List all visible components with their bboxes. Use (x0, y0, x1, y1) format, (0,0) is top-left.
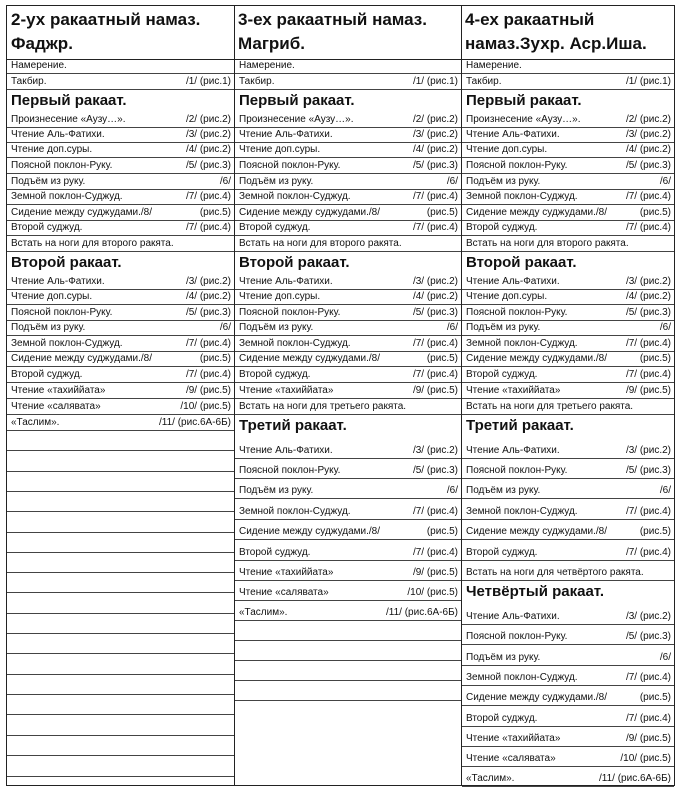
step-label: Сидение между суджудами./8/ (11, 353, 153, 364)
step-row (7, 290, 234, 305)
step-reference: /7/ (рис.4) (185, 191, 231, 202)
section-title: Третий ракаат. (239, 417, 347, 434)
section-title: Второй ракаат. (11, 254, 122, 271)
empty-row (7, 695, 234, 715)
step-row (462, 459, 674, 479)
step-row (7, 336, 234, 352)
step-row (7, 205, 234, 221)
step-label: Второй суджуд. (239, 222, 311, 233)
step-row (462, 305, 674, 321)
section-heading (235, 415, 461, 437)
step-label: Чтение Аль-Фатихи. (239, 129, 333, 140)
step-row (235, 221, 461, 236)
step-reference: /6/ (446, 322, 458, 333)
column-title: 3-ех ракаатный намаз. Магриб. (235, 6, 461, 60)
step-row (7, 74, 234, 90)
section-heading (7, 90, 234, 112)
step-row (462, 520, 674, 540)
step-row (462, 499, 674, 520)
empty-row (7, 675, 234, 695)
step-label: Чтение «тахиййата» (239, 567, 334, 578)
step-label: Чтение «тахиййата» (466, 733, 561, 744)
step-reference: /10/ (рис.5) (180, 401, 231, 412)
step-row (235, 459, 461, 479)
empty-row (235, 641, 461, 661)
step-reference: /5/ (рис.3) (625, 631, 671, 642)
step-label: Поясной поклон-Руку. (466, 160, 568, 171)
step-label: Сидение между суджудами./8/ (11, 207, 153, 218)
step-label: Намерение. (466, 60, 522, 71)
step-row (235, 581, 461, 601)
step-row (235, 236, 461, 252)
step-reference: /7/ (рис.4) (625, 713, 671, 724)
step-reference: (рис.5) (639, 207, 671, 218)
step-row (7, 221, 234, 236)
step-label: Чтение Аль-Фатихи. (239, 445, 333, 456)
step-row (462, 290, 674, 305)
step-reference: /7/ (рис.4) (412, 222, 458, 233)
step-label: Сидение между суджудами./8/ (466, 692, 608, 703)
step-row (462, 399, 674, 415)
step-label: Произнесение «Аузу…». (11, 114, 126, 125)
step-row (235, 290, 461, 305)
step-reference: /7/ (рис.4) (412, 369, 458, 380)
step-reference: /9/ (рис.5) (625, 385, 671, 396)
column-rows (462, 60, 674, 787)
step-label: Земной поклон-Суджуд. (466, 506, 578, 517)
step-row (235, 367, 461, 383)
step-row (235, 60, 461, 74)
step-reference: /2/ (рис.2) (412, 114, 458, 125)
step-label: Земной поклон-Суджуд. (466, 338, 578, 349)
step-reference: (рис.5) (199, 353, 231, 364)
step-row (7, 128, 234, 143)
step-label: Подъём из руку. (239, 485, 314, 496)
step-row (235, 158, 461, 174)
step-row (235, 321, 461, 336)
step-label: Встать на ноги для второго ракята. (239, 238, 402, 249)
step-reference: /3/ (рис.2) (412, 129, 458, 140)
step-reference: /3/ (рис.2) (625, 129, 671, 140)
step-label: Подъём из руку. (466, 176, 541, 187)
step-label: Подъём из руку. (11, 322, 86, 333)
section-title: Второй ракаат. (466, 254, 577, 271)
step-reference: /7/ (рис.4) (625, 672, 671, 683)
step-label: Земной поклон-Суджуд. (11, 338, 123, 349)
step-reference: /7/ (рис.4) (625, 191, 671, 202)
step-label: Чтение Аль-Фатихи. (11, 276, 105, 287)
step-row (462, 479, 674, 499)
step-row (235, 540, 461, 561)
step-row (235, 336, 461, 352)
step-label: Намерение. (11, 60, 67, 71)
section-title: Третий ракаат. (466, 417, 574, 434)
step-reference: /3/ (рис.2) (185, 276, 231, 287)
step-label: Второй суджуд. (466, 547, 538, 558)
step-row (462, 540, 674, 561)
step-label: Сидение между суджудами./8/ (239, 526, 381, 537)
step-label: Встать на ноги для второго ракята. (466, 238, 629, 249)
step-reference: /4/ (рис.2) (625, 291, 671, 302)
step-row (462, 706, 674, 727)
step-row (235, 352, 461, 367)
step-reference: /2/ (рис.2) (625, 114, 671, 125)
step-row (7, 60, 234, 74)
step-label: Подъём из руку. (11, 176, 86, 187)
empty-row (7, 512, 234, 533)
step-label: Чтение «салявата» (239, 587, 329, 598)
step-label: Чтение доп.суры. (466, 291, 548, 302)
step-label: «Таслим». (466, 773, 515, 784)
column-rows (235, 60, 461, 701)
empty-row (7, 573, 234, 593)
step-label: Поясной поклон-Руку. (466, 307, 568, 318)
step-row (462, 383, 674, 399)
step-reference: /6/ (659, 322, 671, 333)
step-label: Чтение Аль-Фатихи. (11, 129, 105, 140)
step-label: Сидение между суджудами./8/ (466, 526, 608, 537)
step-reference: /7/ (рис.4) (412, 506, 458, 517)
step-reference: (рис.5) (426, 353, 458, 364)
step-row (7, 143, 234, 158)
step-label: Чтение Аль-Фатихи. (466, 445, 560, 456)
step-row (462, 645, 674, 666)
empty-row (7, 654, 234, 675)
step-label: Земной поклон-Суджуд. (239, 338, 351, 349)
step-reference: /1/ (рис.1) (412, 76, 458, 87)
step-label: Встать на ноги для третьего ракята. (239, 401, 407, 412)
step-label: Земной поклон-Суджуд. (466, 672, 578, 683)
step-reference: /11/ (рис.6А-6Б) (599, 773, 671, 784)
step-reference: (рис.5) (426, 526, 458, 537)
step-label: Чтение доп.суры. (466, 144, 548, 155)
step-row (7, 367, 234, 383)
empty-row (7, 553, 234, 573)
step-reference: (рис.5) (639, 692, 671, 703)
step-reference: /4/ (рис.2) (412, 291, 458, 302)
empty-row (235, 661, 461, 681)
step-row (462, 747, 674, 767)
step-reference: /5/ (рис.3) (185, 160, 231, 171)
step-reference: /6/ (659, 176, 671, 187)
step-reference: /5/ (рис.3) (625, 307, 671, 318)
step-reference: /7/ (рис.4) (412, 338, 458, 349)
step-label: Чтение «тахиййата» (466, 385, 561, 396)
step-row (235, 112, 461, 128)
step-row (462, 274, 674, 290)
step-reference: /6/ (446, 176, 458, 187)
step-label: Поясной поклон-Руку. (11, 160, 113, 171)
step-label: Поясной поклон-Руку. (239, 465, 341, 476)
step-label: Чтение доп.суры. (239, 291, 321, 302)
step-row (7, 112, 234, 128)
step-row (462, 60, 674, 74)
step-label: Второй суджуд. (11, 369, 83, 380)
step-reference: /9/ (рис.5) (412, 385, 458, 396)
step-reference: /4/ (рис.2) (185, 144, 231, 155)
step-label: Подъём из руку. (239, 322, 314, 333)
step-label: Встать на ноги для третьего ракята. (466, 401, 634, 412)
step-reference: /6/ (659, 652, 671, 663)
step-row (235, 520, 461, 540)
step-row (462, 236, 674, 252)
step-reference: /7/ (рис.4) (185, 338, 231, 349)
step-row (7, 321, 234, 336)
step-label: Поясной поклон-Руку. (239, 160, 341, 171)
empty-row (7, 756, 234, 777)
step-reference: /3/ (рис.2) (185, 129, 231, 140)
empty-row (7, 736, 234, 756)
step-reference: /5/ (рис.3) (412, 465, 458, 476)
step-row (235, 174, 461, 190)
step-reference: /6/ (446, 485, 458, 496)
step-label: Намерение. (239, 60, 295, 71)
empty-row (7, 472, 234, 492)
step-label: Чтение доп.суры. (239, 144, 321, 155)
step-label: Чтение доп.суры. (11, 144, 93, 155)
step-row (7, 305, 234, 321)
step-label: Встать на ноги для четвёртого ракята. (466, 567, 644, 578)
step-row (462, 367, 674, 383)
step-label: Чтение Аль-Фатихи. (239, 276, 333, 287)
step-label: Земной поклон-Суджуд. (239, 191, 351, 202)
step-reference: /2/ (рис.2) (185, 114, 231, 125)
empty-row (7, 593, 234, 614)
step-label: Сидение между суджудами./8/ (239, 207, 381, 218)
empty-row (7, 614, 234, 634)
step-row (462, 190, 674, 205)
column-fajr (7, 6, 234, 785)
step-row (235, 128, 461, 143)
step-row (235, 561, 461, 581)
step-row (462, 174, 674, 190)
step-row (235, 205, 461, 221)
step-row (462, 625, 674, 645)
step-reference: /5/ (рис.3) (625, 465, 671, 476)
step-reference: /3/ (рис.2) (412, 445, 458, 456)
step-reference: /4/ (рис.2) (412, 144, 458, 155)
step-reference: /9/ (рис.5) (185, 385, 231, 396)
step-reference: /11/ (рис.6А-6Б) (159, 417, 231, 428)
step-reference: /9/ (рис.5) (625, 733, 671, 744)
step-reference: /6/ (219, 176, 231, 187)
step-row (462, 336, 674, 352)
step-label: Чтение «салявата» (11, 401, 101, 412)
empty-row (7, 715, 234, 736)
section-heading (462, 90, 674, 112)
step-row (235, 74, 461, 90)
column-maghrib (234, 6, 461, 785)
step-label: Произнесение «Аузу…». (239, 114, 354, 125)
step-reference: /10/ (рис.5) (620, 753, 671, 764)
step-label: Второй суджуд. (466, 713, 538, 724)
step-row (462, 686, 674, 706)
step-row (235, 143, 461, 158)
step-label: Чтение «тахиййата» (239, 385, 334, 396)
step-reference: /7/ (рис.4) (185, 369, 231, 380)
step-label: Произнесение «Аузу…». (466, 114, 581, 125)
column-title: 4-ех ракаатный намаз.Зухр. Аср.Иша. (462, 6, 674, 60)
step-reference: /7/ (рис.4) (625, 547, 671, 558)
step-row (235, 383, 461, 399)
step-reference: /3/ (рис.2) (625, 276, 671, 287)
step-row (7, 415, 234, 431)
step-row (462, 727, 674, 747)
section-title: Второй ракаат. (239, 254, 350, 271)
step-reference: /10/ (рис.5) (407, 587, 458, 598)
step-reference: /3/ (рис.2) (412, 276, 458, 287)
step-reference: /1/ (рис.1) (185, 76, 231, 87)
step-label: «Таслим». (11, 417, 60, 428)
step-reference: (рис.5) (426, 207, 458, 218)
step-label: Второй суджуд. (239, 369, 311, 380)
step-label: Земной поклон-Суджуд. (466, 191, 578, 202)
step-row (462, 112, 674, 128)
step-label: Второй суджуд. (11, 222, 83, 233)
step-label: Подъём из руку. (466, 485, 541, 496)
step-row (7, 352, 234, 367)
step-row (462, 437, 674, 459)
step-row (7, 274, 234, 290)
step-row (462, 158, 674, 174)
step-row (235, 499, 461, 520)
step-reference: /6/ (659, 485, 671, 496)
step-reference: /9/ (рис.5) (412, 567, 458, 578)
step-row (462, 767, 674, 787)
step-label: Второй суджуд. (239, 547, 311, 558)
step-label: Чтение Аль-Фатихи. (466, 611, 560, 622)
step-reference: (рис.5) (639, 526, 671, 537)
step-reference: /3/ (рис.2) (625, 611, 671, 622)
empty-row (7, 634, 234, 654)
section-heading (462, 581, 674, 603)
step-reference: (рис.5) (199, 207, 231, 218)
column-four-rakat (461, 6, 674, 785)
step-row (235, 190, 461, 205)
step-reference: /11/ (рис.6А-6Б) (386, 607, 458, 618)
section-heading (462, 415, 674, 437)
step-label: Второй суджуд. (466, 222, 538, 233)
step-label: Сидение между суджудами./8/ (466, 353, 608, 364)
step-reference: /5/ (рис.3) (625, 160, 671, 171)
step-label: Подъём из руку. (466, 652, 541, 663)
step-row (7, 236, 234, 252)
column-title: 2-ух ракаатный намаз. Фаджр. (7, 6, 234, 60)
step-label: Поясной поклон-Руку. (466, 465, 568, 476)
step-row (235, 274, 461, 290)
empty-row (7, 533, 234, 553)
step-reference: /5/ (рис.3) (412, 307, 458, 318)
step-row (7, 158, 234, 174)
step-label: Сидение между суджудами./8/ (239, 353, 381, 364)
section-title: Четвёртый ракаат. (466, 583, 604, 600)
step-label: Поясной поклон-Руку. (466, 631, 568, 642)
step-reference: /7/ (рис.4) (625, 338, 671, 349)
step-row (7, 383, 234, 399)
empty-row (235, 621, 461, 641)
empty-row (7, 431, 234, 451)
step-reference: (рис.5) (639, 353, 671, 364)
step-row (462, 205, 674, 221)
step-row (462, 352, 674, 367)
step-row (235, 399, 461, 415)
step-reference: /5/ (рис.3) (185, 307, 231, 318)
step-label: Второй суджуд. (466, 369, 538, 380)
step-row (462, 561, 674, 581)
empty-row (7, 451, 234, 472)
step-label: Чтение «тахиййата» (11, 385, 106, 396)
section-title: Первый ракаат. (11, 92, 127, 109)
step-label: «Таслим». (239, 607, 288, 618)
step-label: Сидение между суджудами./8/ (466, 207, 608, 218)
step-label: Чтение «салявата» (466, 753, 556, 764)
empty-row (7, 492, 234, 512)
step-label: Чтение Аль-Фатихи. (466, 129, 560, 140)
step-row (7, 190, 234, 205)
step-label: Подъём из руку. (466, 322, 541, 333)
step-label: Чтение Аль-Фатихи. (466, 276, 560, 287)
step-label: Такбир. (466, 76, 502, 87)
prayer-table (6, 5, 675, 786)
step-label: Такбир. (239, 76, 275, 87)
step-reference: /1/ (рис.1) (625, 76, 671, 87)
step-row (462, 603, 674, 625)
step-label: Поясной поклон-Руку. (239, 307, 341, 318)
step-row (462, 321, 674, 336)
step-reference: /3/ (рис.2) (625, 445, 671, 456)
step-label: Чтение доп.суры. (11, 291, 93, 302)
column-rows (7, 60, 234, 777)
step-reference: /5/ (рис.3) (412, 160, 458, 171)
step-reference: /7/ (рис.4) (185, 222, 231, 233)
step-label: Поясной поклон-Руку. (11, 307, 113, 318)
section-heading (462, 252, 674, 274)
step-label: Подъём из руку. (239, 176, 314, 187)
step-reference: /7/ (рис.4) (625, 369, 671, 380)
step-row (7, 174, 234, 190)
section-title: Первый ракаат. (239, 92, 355, 109)
step-row (462, 128, 674, 143)
section-heading (235, 252, 461, 274)
step-row (7, 399, 234, 415)
step-label: Земной поклон-Суджуд. (11, 191, 123, 202)
step-row (462, 666, 674, 686)
empty-row (235, 681, 461, 701)
section-heading (7, 252, 234, 274)
step-row (462, 143, 674, 158)
step-label: Такбир. (11, 76, 47, 87)
step-row (235, 437, 461, 459)
section-title: Первый ракаат. (466, 92, 582, 109)
step-row (235, 479, 461, 499)
step-reference: /4/ (рис.2) (625, 144, 671, 155)
step-label: Встать на ноги для второго ракята. (11, 238, 174, 249)
step-row (462, 221, 674, 236)
step-row (462, 74, 674, 90)
step-reference: /7/ (рис.4) (625, 506, 671, 517)
step-reference: /6/ (219, 322, 231, 333)
section-heading (235, 90, 461, 112)
step-row (235, 601, 461, 621)
step-reference: /4/ (рис.2) (185, 291, 231, 302)
step-reference: /7/ (рис.4) (412, 191, 458, 202)
step-reference: /7/ (рис.4) (412, 547, 458, 558)
step-label: Земной поклон-Суджуд. (239, 506, 351, 517)
step-row (235, 305, 461, 321)
step-reference: /7/ (рис.4) (625, 222, 671, 233)
